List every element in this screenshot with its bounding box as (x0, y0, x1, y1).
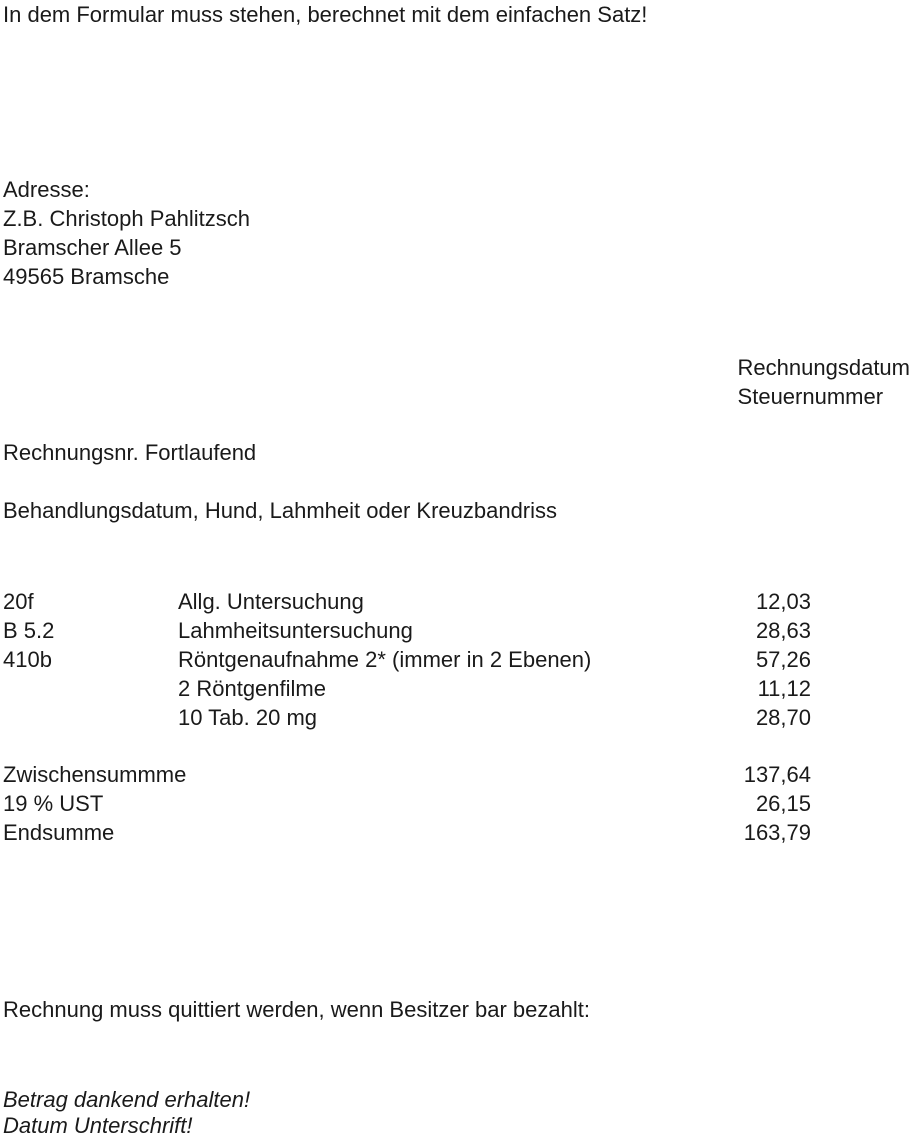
receipt-note: Rechnung muss quittiert werden, wenn Besitzer bar bezahlt: (3, 997, 590, 1022)
address-city: 49565 Bramsche (3, 264, 170, 289)
closing-received: Betrag dankend erhalten! (3, 1087, 251, 1112)
address-street: Bramscher Allee 5 (3, 235, 182, 260)
item-description: Lahmheitsuntersuchung (178, 618, 413, 643)
item-description: Röntgenaufnahme 2* (immer in 2 Ebenen) (178, 647, 592, 672)
item-amount: 28,70 (755, 705, 811, 730)
item-amount: 12,03 (755, 589, 811, 614)
intro-note: In dem Formular muss stehen, berechnet mit dem einfachen Satz! (3, 2, 648, 27)
invoice-date-label: Rechnungsdatum (737, 355, 910, 380)
line-item (0, 616, 912, 645)
treatment-line: Behandlungsdatum, Hund, Lahmheit oder Kreuzbandriss (3, 498, 558, 523)
line-item (0, 703, 912, 732)
address-name: Z.B. Christoph Pahlitzsch (3, 206, 250, 231)
address-label: Adresse: (3, 177, 90, 202)
item-code: 20f (3, 589, 34, 614)
subtotal-row (0, 760, 912, 789)
invoice-number: Rechnungsnr. Fortlaufend (3, 440, 257, 465)
line-item (0, 587, 912, 616)
vat-row (0, 789, 912, 818)
total-label: Zwischensummme (3, 762, 187, 787)
invoice-meta (738, 353, 910, 411)
item-description: 10 Tab. 20 mg (178, 705, 318, 730)
closing-signature: Datum Unterschrift! (3, 1113, 193, 1138)
total-label: Endsumme (3, 820, 115, 845)
tax-number-label: Steuernummer (737, 384, 884, 409)
item-amount: 11,12 (757, 676, 811, 701)
line-item (0, 645, 912, 674)
total-amount: 26,15 (755, 791, 811, 816)
item-code: 410b (3, 647, 52, 672)
item-description: Allg. Untersuchung (178, 589, 364, 614)
total-amount: 137,64 (743, 762, 811, 787)
item-description: 2 Röntgenfilme (178, 676, 326, 701)
total-label: 19 % UST (3, 791, 104, 816)
item-amount: 28,63 (755, 618, 811, 643)
line-item (0, 674, 912, 703)
item-code: B 5.2 (3, 618, 55, 643)
item-amount: 57,26 (755, 647, 811, 672)
grand-total-row (0, 818, 912, 847)
total-amount: 163,79 (743, 820, 811, 845)
